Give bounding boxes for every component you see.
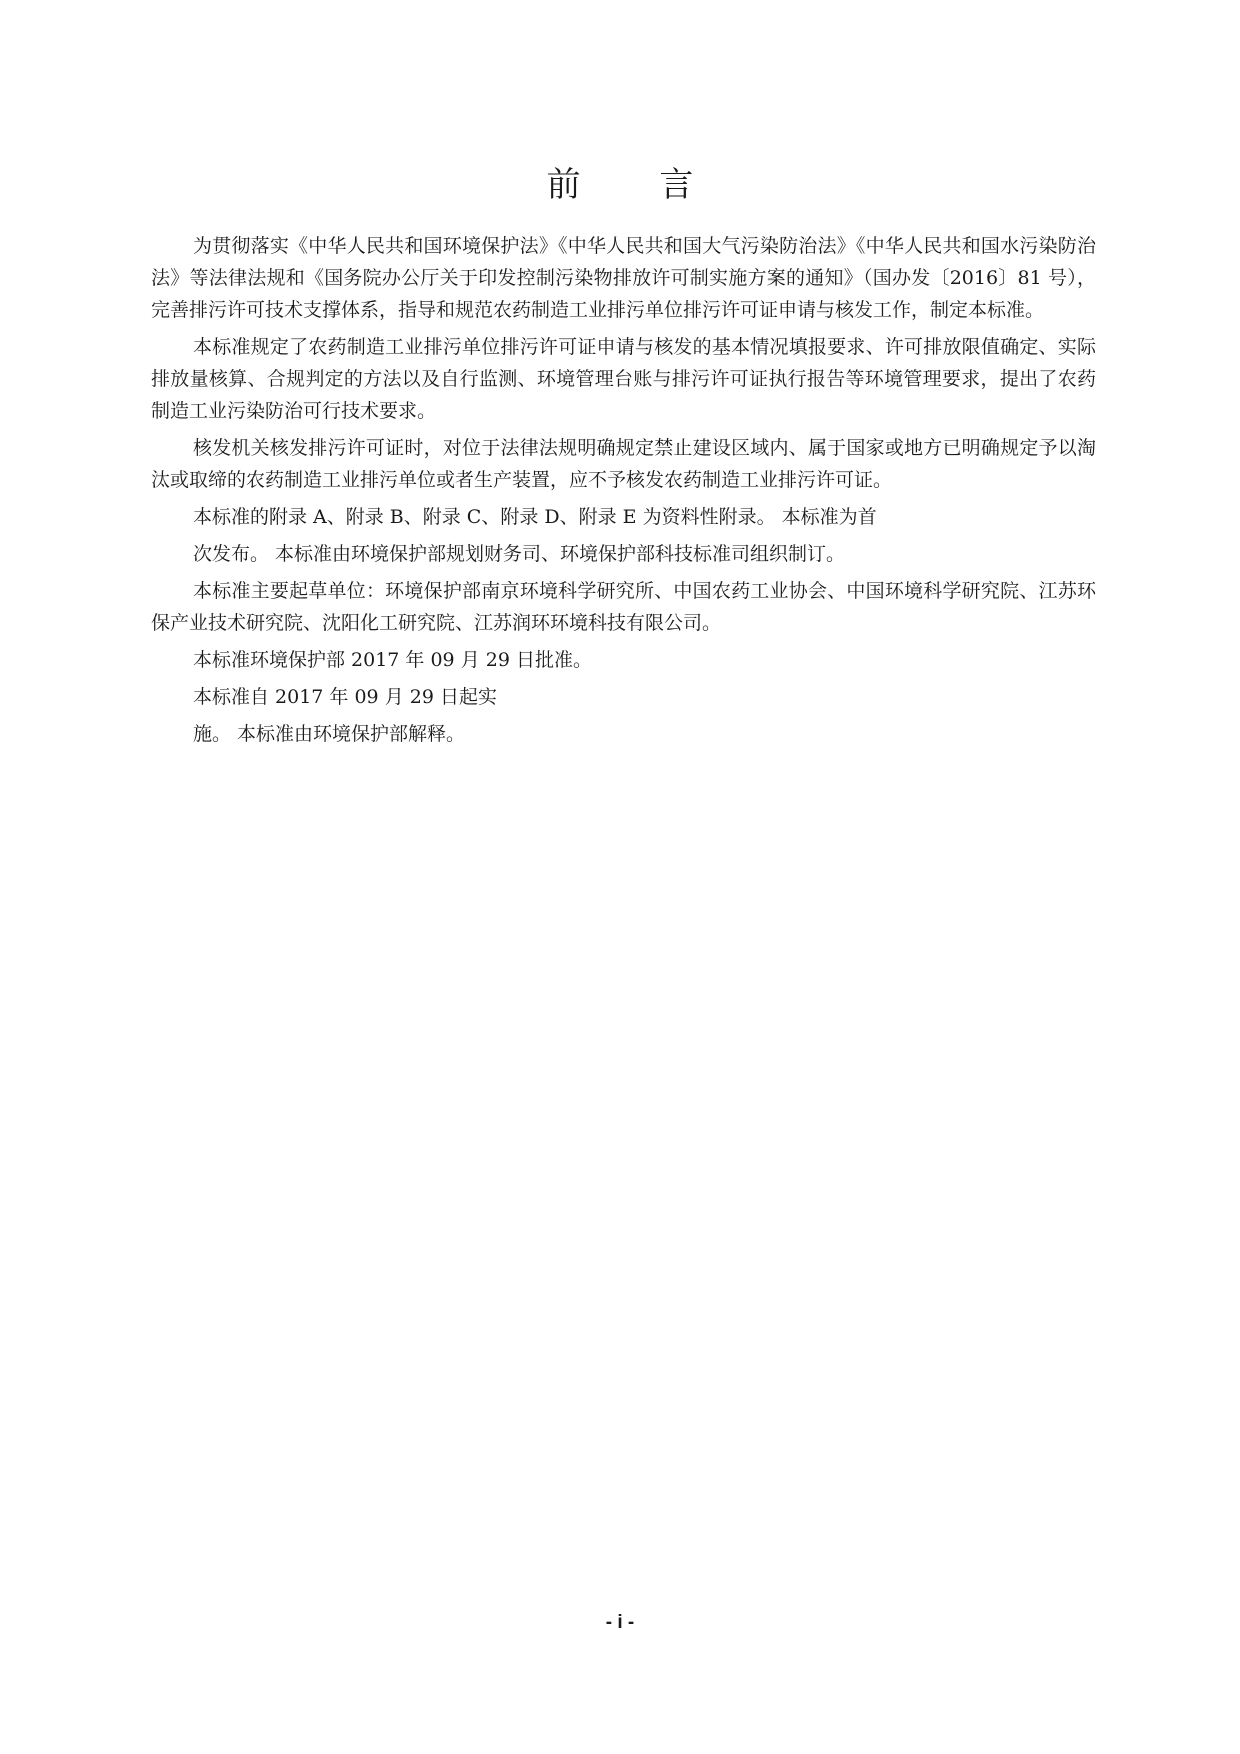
body-text: [151, 230, 1096, 755]
line-appendix: 本标准的附录 A、附录 B、附录 C、附录 D、附录 E 为资料性附录。 本标准为首: [193, 506, 877, 528]
page-number: - i -: [605, 1612, 635, 1633]
paragraph-purpose: 为贯彻落实《中华人民共和国环境保护法》《中华人民共和国大气污染防治法》《中华人民共和国水污染防治法》等法律法规和《国务院办公厅关于印发控制污染物排放许可制实施方案的通知》（国办发〔2016〕81 号），完善排污许可技术支撑体系，指导和规范农药制造工业排污单位排污许可证申请与核发工作，制定本标准。: [151, 235, 1096, 321]
paragraph-drafters: 本标准主要起草单位：环境保护部南京环境科学研究所、中国农药工业协会、中国环境科学研究院、江苏环保产业技术研究院、沈阳化工研究院、江苏润环环境科技有限公司。: [151, 580, 1096, 634]
paragraph-scope: 本标准规定了农药制造工业排污单位排污许可证申请与核发的基本情况填报要求、许可排放限值确定、实际排放量核算、合规判定的方法以及自行监测、环境管理台账与排污许可证执行报告等环境管理要求，提出了农药制造工业污染防治可行技术要求。: [151, 336, 1096, 422]
line-approval: 本标准环境保护部 2017 年 09 月 29 日批准。: [193, 649, 592, 671]
line-effective: 本标准自 2017 年 09 月 29 日起实: [193, 686, 497, 708]
page-title: 前 言: [546, 165, 728, 205]
line-interpretation: 施。 本标准由环境保护部解释。: [193, 723, 466, 745]
line-release: 次发布。 本标准由环境保护部规划财务司、环境保护部科技标准司组织制订。: [193, 543, 846, 565]
paragraph-issuance: 核发机关核发排污许可证时，对位于法律法规明确规定禁止建设区域内、属于国家或地方已明确规定予以淘汰或取缔的农药制造工业排污单位或者生产装置，应不予核发农药制造工业排污许可证。: [151, 437, 1096, 491]
